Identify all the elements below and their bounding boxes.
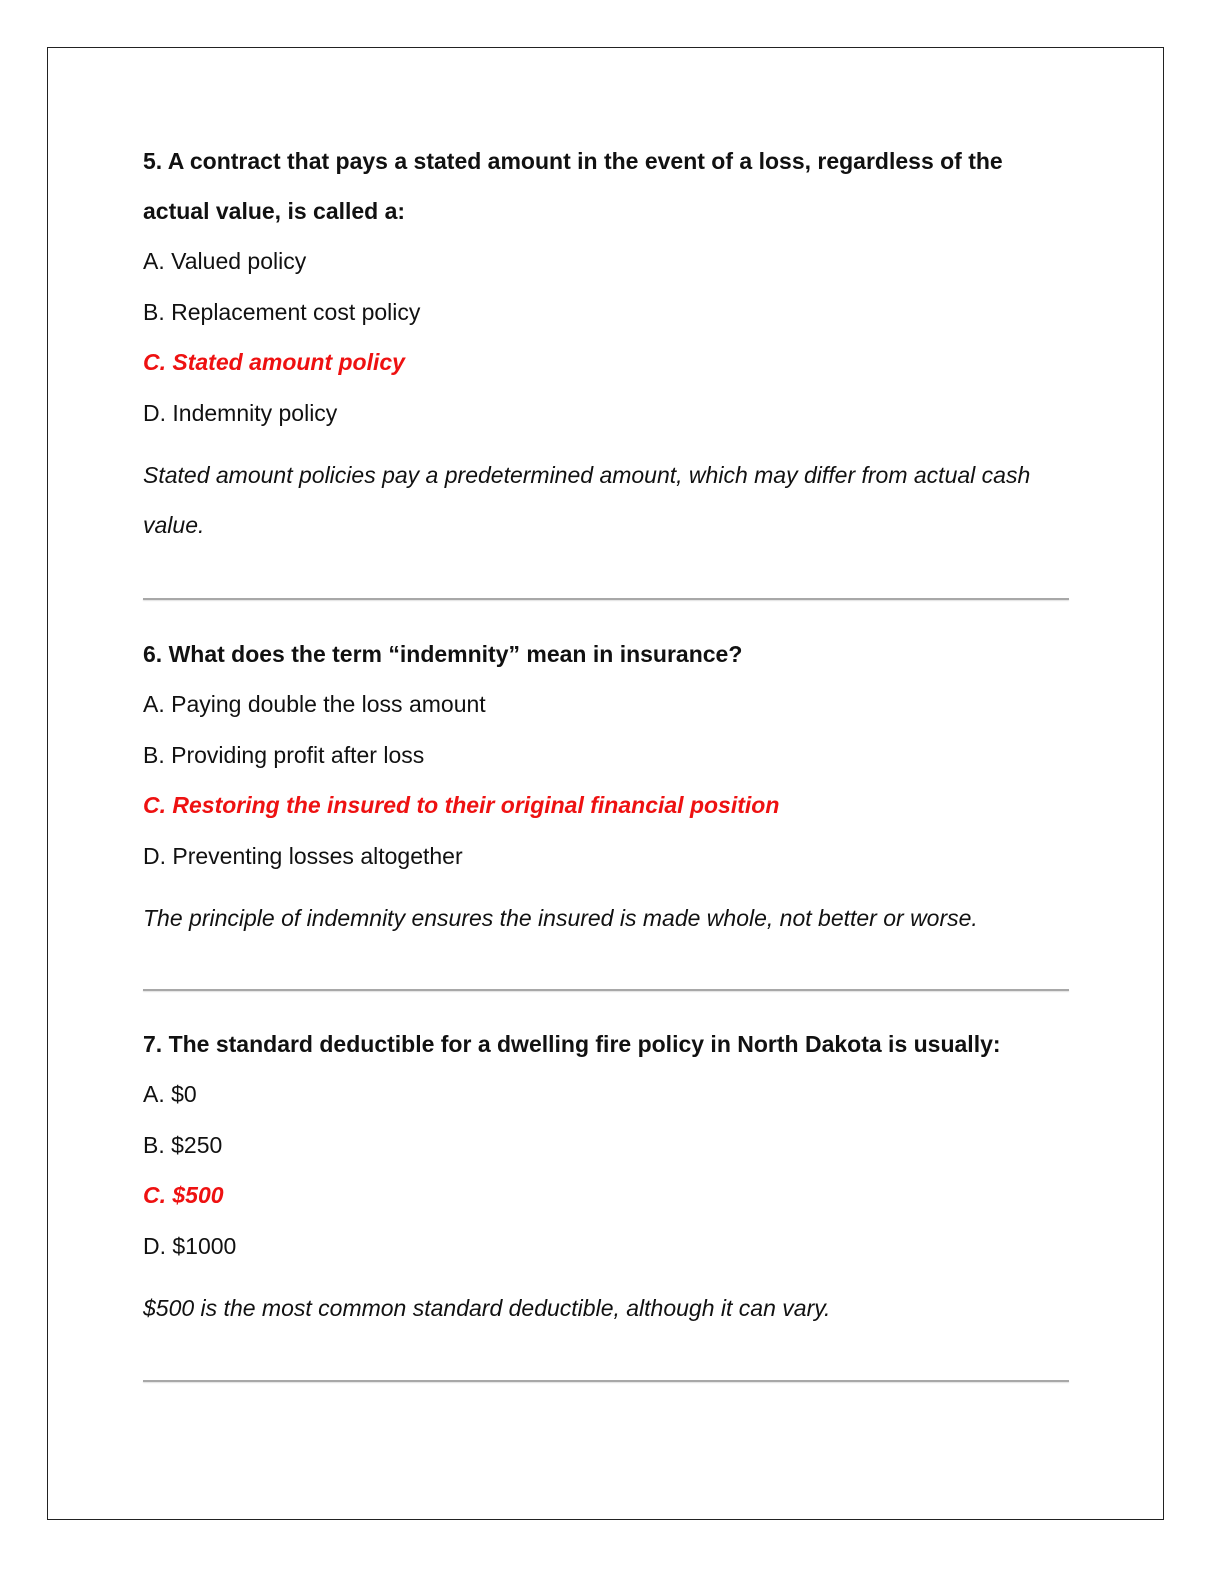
question-5: [143, 136, 1073, 550]
answer-option-d: D. Indemnity policy: [143, 399, 338, 426]
question-title: 6. What does the term “indemnity” mean in insurance?: [143, 641, 743, 667]
question-title: 5. A contract that pays a stated amount in the event of a loss, regardless of the actual value, is called a:: [143, 148, 1003, 224]
answer-option-d: D. Preventing losses altogether: [143, 842, 463, 869]
answer-explanation: $500 is the most common standard deductible, although it can vary.: [143, 1295, 831, 1321]
question-title: 7. The standard deductible for a dwelling fire policy in North Dakota is usually:: [143, 1031, 1001, 1057]
answer-option-b: B. Replacement cost policy: [143, 298, 421, 325]
answer-option-a: A. Paying double the loss amount: [143, 691, 486, 717]
answer-option-a: A. $0: [143, 1081, 197, 1107]
answer-option-b: B. Providing profit after loss: [143, 741, 425, 768]
section-divider: [143, 1380, 1069, 1382]
question-7: [143, 1019, 1073, 1333]
question-6: [143, 629, 1073, 943]
answer-option-b: B. $250: [143, 1131, 223, 1158]
answer-option-d: D. $1000: [143, 1232, 237, 1259]
correct-answer-option-c: C. Stated amount policy: [143, 349, 405, 375]
correct-answer-option-c: C. Restoring the insured to their original financial position: [143, 792, 780, 818]
answer-explanation: The principle of indemnity ensures the insured is made whole, not better or worse.: [143, 905, 978, 931]
section-divider: [143, 989, 1069, 991]
answer-option-a: A. Valued policy: [143, 248, 307, 274]
correct-answer-option-c: C. $500: [143, 1182, 224, 1208]
answer-explanation: Stated amount policies pay a predetermined amount, which may differ from actual cash value.: [143, 462, 1031, 538]
section-divider: [143, 598, 1069, 600]
